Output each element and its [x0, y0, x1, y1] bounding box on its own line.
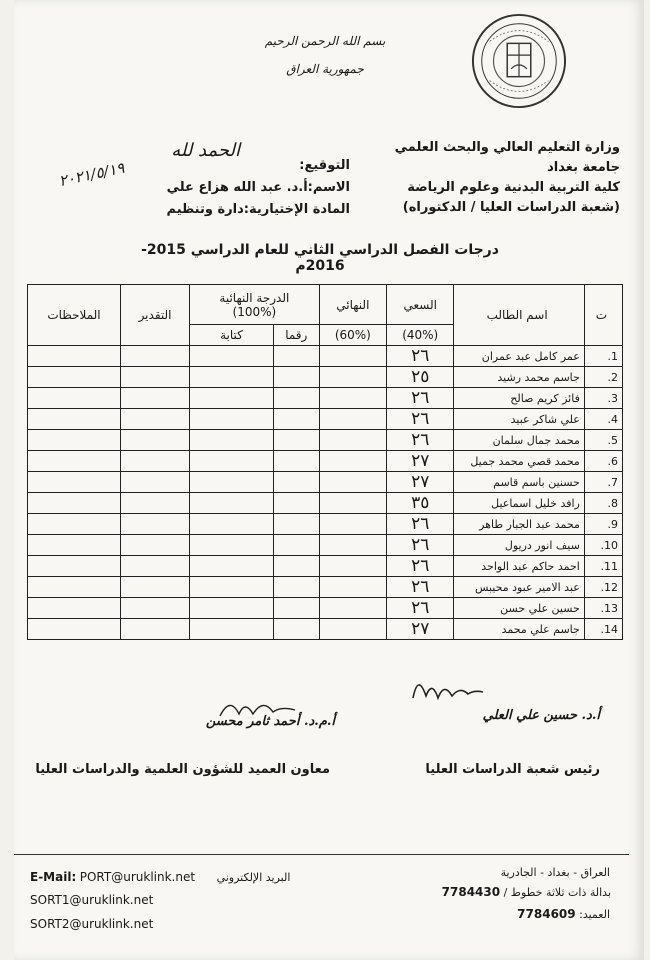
row-grade — [120, 535, 189, 556]
row-total-digits — [273, 619, 319, 640]
row-final-score — [319, 388, 386, 409]
header-final-pct: (60%) — [319, 325, 386, 346]
footer-phone: 7784430 — [441, 885, 501, 899]
row-final-score — [319, 430, 386, 451]
row-total-words — [190, 514, 274, 535]
row-total-words — [190, 493, 274, 514]
row-final-score — [319, 346, 386, 367]
row-num: 9. — [584, 514, 622, 535]
row-total-words — [190, 346, 274, 367]
row-num: 7. — [584, 472, 622, 493]
row-notes — [28, 493, 121, 514]
footer-phone-label: بدالة ذات ثلاثة خطوط / — [503, 886, 611, 899]
right-signatory-title: رئيس شعبة الدراسات العليا — [425, 762, 600, 777]
row-num: 1. — [584, 346, 622, 367]
row-num: 6. — [584, 451, 622, 472]
row-total-digits — [273, 598, 319, 619]
row-total-digits — [273, 430, 319, 451]
row-sai-score: ٢٦ — [387, 535, 454, 556]
email-prefix: E-Mail: — [30, 870, 77, 884]
row-sai-score: ٢٧ — [387, 619, 454, 640]
row-total-digits — [273, 409, 319, 430]
table-row — [28, 535, 623, 556]
row-notes — [28, 388, 121, 409]
header-total-label: الدرجة النهائية — [219, 290, 290, 305]
row-student-name: فائز كريم صالح — [454, 388, 584, 409]
row-num: 8. — [584, 493, 622, 514]
row-grade — [120, 556, 189, 577]
header-sai: السعي — [387, 285, 454, 325]
table-row — [28, 346, 623, 367]
row-total-digits — [273, 472, 319, 493]
row-grade — [120, 514, 189, 535]
row-student-name: احمد حاكم عبد الواحد — [454, 556, 584, 577]
email-3[interactable]: SORT2@uruklink.net — [30, 917, 154, 931]
row-total-words — [190, 367, 274, 388]
table-row — [28, 598, 623, 619]
row-notes — [28, 472, 121, 493]
row-notes — [28, 577, 121, 598]
left-signatory-title: معاون العميد للشؤون العلمية والدراسات العليا — [35, 762, 330, 777]
row-total-words — [190, 388, 274, 409]
row-notes — [28, 451, 121, 472]
university-seal-icon — [470, 12, 568, 110]
email-label: البريد الإلكتروني — [216, 871, 291, 884]
header-digits: رقما — [273, 325, 319, 346]
table-row — [28, 451, 623, 472]
signature-label: التوقيع: — [299, 158, 350, 173]
row-total-digits — [273, 556, 319, 577]
row-notes — [28, 619, 121, 640]
row-num: 11. — [584, 556, 622, 577]
right-signature-scribble-icon — [408, 668, 488, 708]
row-student-name: رافد خليل اسماعيل — [454, 493, 584, 514]
row-sai-score: ٣٥ — [387, 493, 454, 514]
row-final-score — [319, 367, 386, 388]
row-total-words — [190, 577, 274, 598]
row-total-words — [190, 619, 274, 640]
row-notes — [28, 409, 121, 430]
row-sai-score: ٢٦ — [387, 430, 454, 451]
table-row — [28, 430, 623, 451]
row-grade — [120, 388, 189, 409]
header-grade: التقدير — [120, 285, 189, 346]
row-final-score — [319, 577, 386, 598]
table-row — [28, 409, 623, 430]
row-grade — [120, 493, 189, 514]
table-row — [28, 367, 623, 388]
table-row — [28, 514, 623, 535]
row-total-words — [190, 409, 274, 430]
header-num: ت — [584, 285, 622, 346]
left-signatory-name: أ.م.د. أحمد ثامر محسن — [205, 714, 335, 729]
document-title: درجات الفصل الدراسي الثاني للعام الدراسي 2015-2016م — [141, 242, 499, 274]
row-student-name: محمد قصي محمد جميل — [454, 451, 584, 472]
row-total-digits — [273, 535, 319, 556]
header-total — [190, 285, 320, 325]
grades-table — [27, 284, 623, 640]
row-final-score — [319, 598, 386, 619]
row-notes — [28, 346, 121, 367]
college-name: كلية التربية البدنية وعلوم الرياضة — [407, 180, 620, 195]
row-notes — [28, 367, 121, 388]
right-signatory-name: أ.د. حسين علي العلي — [482, 708, 600, 723]
row-notes — [28, 598, 121, 619]
row-total-words — [190, 598, 274, 619]
instructor-name: الاسم:أ.د. عبد الله هزاع علي — [166, 180, 350, 195]
header-total-pct: (100%) — [232, 304, 277, 319]
footer-email-line — [30, 870, 300, 884]
row-sai-score: ٢٦ — [387, 346, 454, 367]
row-sai-score: ٢٦ — [387, 514, 454, 535]
header-sai-pct: (40%) — [387, 325, 454, 346]
handwritten-signature: الحمد لله — [171, 140, 240, 161]
division-name: (شعبة الدراسات العليا / الدكتوراه) — [402, 200, 620, 215]
row-total-words — [190, 535, 274, 556]
table-row — [28, 619, 623, 640]
row-total-digits — [273, 388, 319, 409]
row-total-digits — [273, 577, 319, 598]
row-num: 4. — [584, 409, 622, 430]
row-num: 3. — [584, 388, 622, 409]
row-student-name: حسنين باسم قاسم — [454, 472, 584, 493]
row-grade — [120, 472, 189, 493]
row-total-words — [190, 556, 274, 577]
row-grade — [120, 598, 189, 619]
row-num: 2. — [584, 367, 622, 388]
footer-dean-line — [460, 907, 610, 921]
row-total-words — [190, 472, 274, 493]
row-final-score — [319, 535, 386, 556]
header-name: اسم الطالب — [454, 285, 584, 346]
row-num: 12. — [584, 577, 622, 598]
row-num: 10. — [584, 535, 622, 556]
row-total-digits — [273, 346, 319, 367]
row-grade — [120, 409, 189, 430]
grades-body — [28, 346, 623, 640]
row-student-name: محمد عبد الجبار طاهر — [454, 514, 584, 535]
ministry-name: وزارة التعليم العالي والبحث العلمي — [394, 140, 620, 155]
row-total-digits — [273, 514, 319, 535]
row-grade — [120, 577, 189, 598]
row-final-score — [319, 514, 386, 535]
row-num: 14. — [584, 619, 622, 640]
row-num: 13. — [584, 598, 622, 619]
country-name: جمهورية العراق — [286, 62, 364, 76]
row-notes — [28, 535, 121, 556]
university-name: جامعة بغداد — [547, 160, 620, 175]
table-row — [28, 472, 623, 493]
header-notes: الملاحظات — [28, 285, 121, 346]
row-final-score — [319, 451, 386, 472]
row-total-digits — [273, 493, 319, 514]
header-words: كتابة — [190, 325, 274, 346]
footer-address: العراق - بغداد - الجادرية — [500, 866, 610, 879]
row-final-score — [319, 472, 386, 493]
table-row — [28, 493, 623, 514]
row-grade — [120, 346, 189, 367]
table-row — [28, 577, 623, 598]
row-student-name: حسين علي حسن — [454, 598, 584, 619]
row-grade — [120, 619, 189, 640]
handwritten-date: ٢٠٢١/٥/١٩ — [57, 158, 127, 191]
subject-name: المادة الإختيارية:دارة وتنظيم — [166, 202, 350, 217]
row-notes — [28, 430, 121, 451]
footer-phone-line — [425, 885, 611, 899]
row-sai-score: ٢٦ — [387, 577, 454, 598]
row-sai-score: ٢٦ — [387, 388, 454, 409]
row-num: 5. — [584, 430, 622, 451]
row-sai-score: ٢٦ — [387, 556, 454, 577]
footer-dean-phone: 7784609 — [517, 907, 576, 921]
table-row — [28, 556, 623, 577]
row-sai-score: ٢٦ — [387, 409, 454, 430]
row-final-score — [319, 493, 386, 514]
footer-divider — [14, 854, 629, 855]
row-student-name: علي شاكر عبيد — [454, 409, 584, 430]
row-total-words — [190, 430, 274, 451]
row-grade — [120, 430, 189, 451]
footer-dean-label: العميد: — [579, 908, 610, 921]
row-student-name: عبد الامير عبود محيبس — [454, 577, 584, 598]
email-2[interactable]: SORT1@uruklink.net — [30, 893, 154, 907]
basmala: بسم الله الرحمن الرحيم — [264, 34, 386, 48]
row-grade — [120, 367, 189, 388]
row-sai-score: ٢٦ — [387, 598, 454, 619]
row-final-score — [319, 556, 386, 577]
row-sai-score: ٢٥ — [387, 367, 454, 388]
row-student-name: جاسم محمد رشيد — [454, 367, 584, 388]
row-notes — [28, 514, 121, 535]
row-total-digits — [273, 451, 319, 472]
email-1[interactable]: PORT@uruklink.net — [79, 870, 196, 884]
row-total-words — [190, 451, 274, 472]
row-sai-score: ٢٧ — [387, 472, 454, 493]
row-notes — [28, 556, 121, 577]
row-sai-score: ٢٧ — [387, 451, 454, 472]
row-student-name: محمد جمال سلمان — [454, 430, 584, 451]
row-final-score — [319, 409, 386, 430]
row-student-name: سيف انور دريول — [454, 535, 584, 556]
row-total-digits — [273, 367, 319, 388]
table-row — [28, 388, 623, 409]
row-student-name: جاسم علي محمد — [454, 619, 584, 640]
row-student-name: عمر كامل عبد عمران — [454, 346, 584, 367]
row-final-score — [319, 619, 386, 640]
row-grade — [120, 451, 189, 472]
header-final: النهائي — [319, 285, 386, 325]
